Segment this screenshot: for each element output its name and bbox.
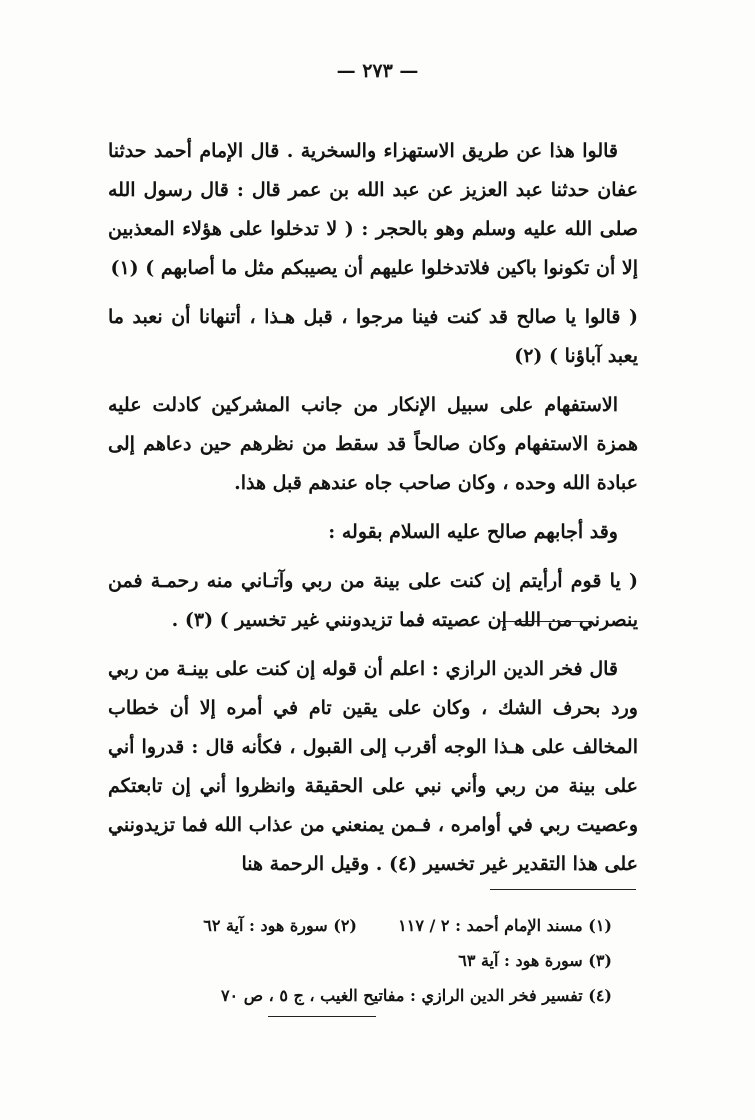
footnotes	[130, 908, 612, 1013]
footnote-4: (٤) تفسير فخر الدين الرازي : مفاتيح الغيب ، ج ٥ ، ص ٧٠	[220, 986, 612, 1005]
body-text	[108, 132, 638, 884]
paragraph-response-intro: وقد أجابهم صالح عليه السلام بقوله :	[328, 521, 618, 543]
paragraph-quran-verse-1: ( قالوا يا صالح قد كنت فينا مرجوا ، قبل هـذا ، أتنهانا أن نعبد ما يعبد آباؤنا ) (٢)	[108, 306, 638, 367]
paragraph-istifham: الاستفهام على سبيل الإنكار من جانب المشركين كادلت عليه همزة الاستفهام وكان صالحاً قد سقط من نظرهم حين دعاهم إلى عبادة الله وحده ، وكان صاحب جاه عندهم قبل هذا.	[108, 394, 638, 494]
footnote-underline	[268, 1016, 376, 1017]
footnote-row	[130, 943, 612, 978]
footnote-3: (٣) سورة هود : آية ٦٣	[458, 951, 612, 970]
verse-underline	[500, 621, 592, 622]
paragraph-hadith: قالوا هذا عن طريق الاستهزاء والسخرية . قال الإمام أحمد حدثنا عفان حدثنا عبد العزيز عن عبد الله بن عمر قال : قال رسول الله صلى الله عليه وسلم وهو بالحجر : ( لا تدخلوا على هؤلاء المعذبين إلا أن تكونوا باكين فلاتدخلوا عليهم أن يصيبكم مثل ما أصابهم ) (١)	[108, 140, 638, 279]
footnote-separator	[490, 889, 636, 890]
footnote-2: (٢) سورة هود : آية ٦٢	[203, 916, 357, 935]
footnote-row	[130, 908, 612, 943]
footnote-1: (١) مسند الإمام أحمد : ٢ / ١١٧	[398, 916, 612, 935]
paragraph-quran-verse-2: ( يا قوم أرأيتم إن كنت على بينة من ربي وآتـاني منه رحمـة فمن ينصرني من الله إن عصيته فما تزيدونني غير تخسير ) (٣) .	[108, 570, 638, 631]
footnote-row	[130, 978, 612, 1013]
page-number: — ٢٧٣ —	[336, 60, 419, 82]
paragraph-razi-commentary: قال فخر الدين الرازي : اعلم أن قوله إن كنت على بينـة من ربي ورد بحرف الشك ، وكان على يقين تام في أمره إلا أن خطاب المخالف على هـذا الوجه أقرب إلى القبول ، فكأنه قال : قدروا أني على بينة من ربي وأني نبي على الحقيقة وانظروا أني إن تابعتكم وعصيت ربي في أوامره ، فـمن يمنعني من عذاب الله فما تزيدونني على هذا التقدير غير تخسير (٤) . وقيل الرحمة هنا	[108, 658, 638, 875]
